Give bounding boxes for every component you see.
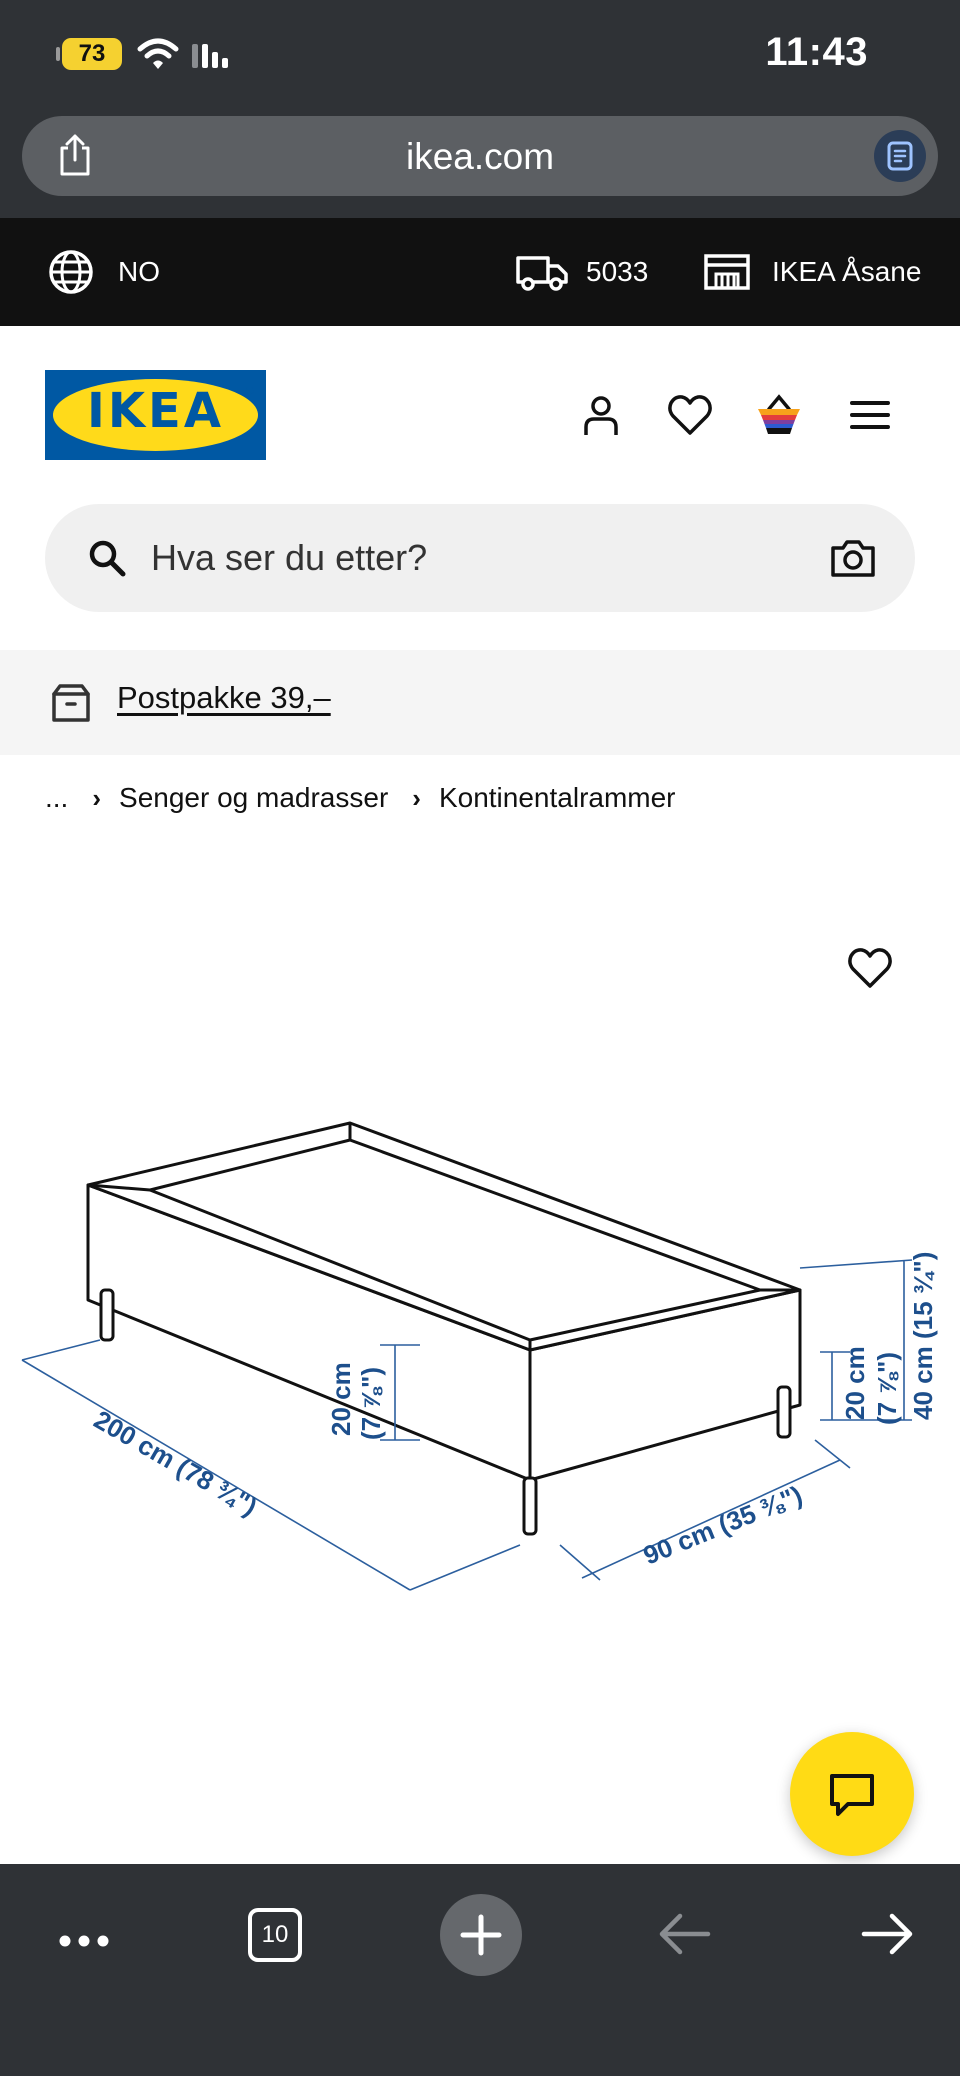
- chat-bubble-icon: [828, 1772, 876, 1818]
- language-label: NO: [118, 256, 160, 287]
- store-icon: [704, 253, 750, 291]
- postcode-label: 5033: [586, 256, 649, 287]
- globe-icon: [48, 249, 94, 295]
- truck-icon: [516, 252, 568, 292]
- breadcrumb-ellipsis[interactable]: ...: [45, 782, 69, 813]
- hamburger-menu-icon[interactable]: [846, 391, 894, 439]
- logo-registered-mark: ®: [245, 384, 254, 398]
- store-selector[interactable]: [704, 218, 921, 326]
- product-dimension-image[interactable]: [0, 1040, 960, 1700]
- leg-height-inch-label: (7 ⅞"): [872, 1351, 902, 1425]
- breadcrumb-chevron-icon: ›: [412, 782, 421, 813]
- wishlist-heart-icon[interactable]: [666, 391, 714, 439]
- browser-url-area: [0, 108, 960, 218]
- search-bar[interactable]: [45, 504, 915, 612]
- back-arrow-icon[interactable]: [656, 1912, 712, 1956]
- wifi-icon: [136, 36, 180, 72]
- breadcrumb-item-kontinentalrammer[interactable]: Kontinentalrammer: [438, 782, 676, 813]
- shopping-basket-icon[interactable]: [755, 391, 803, 439]
- postpakke-link[interactable]: Postpakke 39,–: [117, 680, 331, 715]
- breadcrumb: [45, 782, 676, 814]
- battery-indicator: 73: [62, 38, 122, 70]
- profile-icon[interactable]: [577, 391, 625, 439]
- delivery-postcode[interactable]: [516, 218, 648, 326]
- status-bar: [0, 0, 960, 108]
- more-options-icon[interactable]: [58, 1934, 110, 1948]
- base-height-label: 20 cm: [326, 1362, 356, 1436]
- url-text[interactable]: ikea.com: [405, 136, 555, 177]
- length-dimension-label: 200 cm (78 ¾"): [89, 1404, 263, 1522]
- shipping-promo-banner: [0, 650, 960, 755]
- forward-arrow-icon[interactable]: [860, 1912, 916, 1956]
- breadcrumb-item-senger-og-madrasser[interactable]: Senger og madrasser: [119, 782, 389, 813]
- ikea-logo[interactable]: [45, 370, 266, 460]
- plus-icon: [460, 1914, 502, 1956]
- width-dimension-label: 90 cm (35 ⅜"): [639, 1479, 807, 1571]
- search-icon: [87, 538, 127, 578]
- address-bar[interactable]: [22, 116, 938, 196]
- add-to-favourites-heart-icon[interactable]: [846, 944, 894, 992]
- language-selector[interactable]: [48, 218, 160, 326]
- tabs-button[interactable]: 10: [248, 1908, 302, 1962]
- top-info-strip: [0, 218, 960, 326]
- logo-text: IKEA: [87, 383, 224, 439]
- leg-height-label: 20 cm: [840, 1346, 870, 1420]
- clock: 11:43: [765, 30, 868, 74]
- cellular-signal-icon: [190, 40, 240, 70]
- browser-toolbar: [0, 1864, 960, 2076]
- camera-search-icon[interactable]: [831, 538, 875, 578]
- reader-icon: [887, 141, 913, 171]
- new-tab-button[interactable]: [440, 1894, 522, 1976]
- total-height-label: 40 cm (15 ¾"): [908, 1251, 938, 1420]
- search-input[interactable]: [151, 528, 791, 588]
- chat-button[interactable]: [790, 1732, 914, 1856]
- parcel-icon: [50, 682, 92, 724]
- reader-mode-button[interactable]: [874, 130, 926, 182]
- base-height-inch-label: (7 ⅞"): [356, 1366, 386, 1440]
- store-label: IKEA Åsane: [772, 256, 922, 287]
- breadcrumb-chevron-icon: ›: [92, 782, 102, 813]
